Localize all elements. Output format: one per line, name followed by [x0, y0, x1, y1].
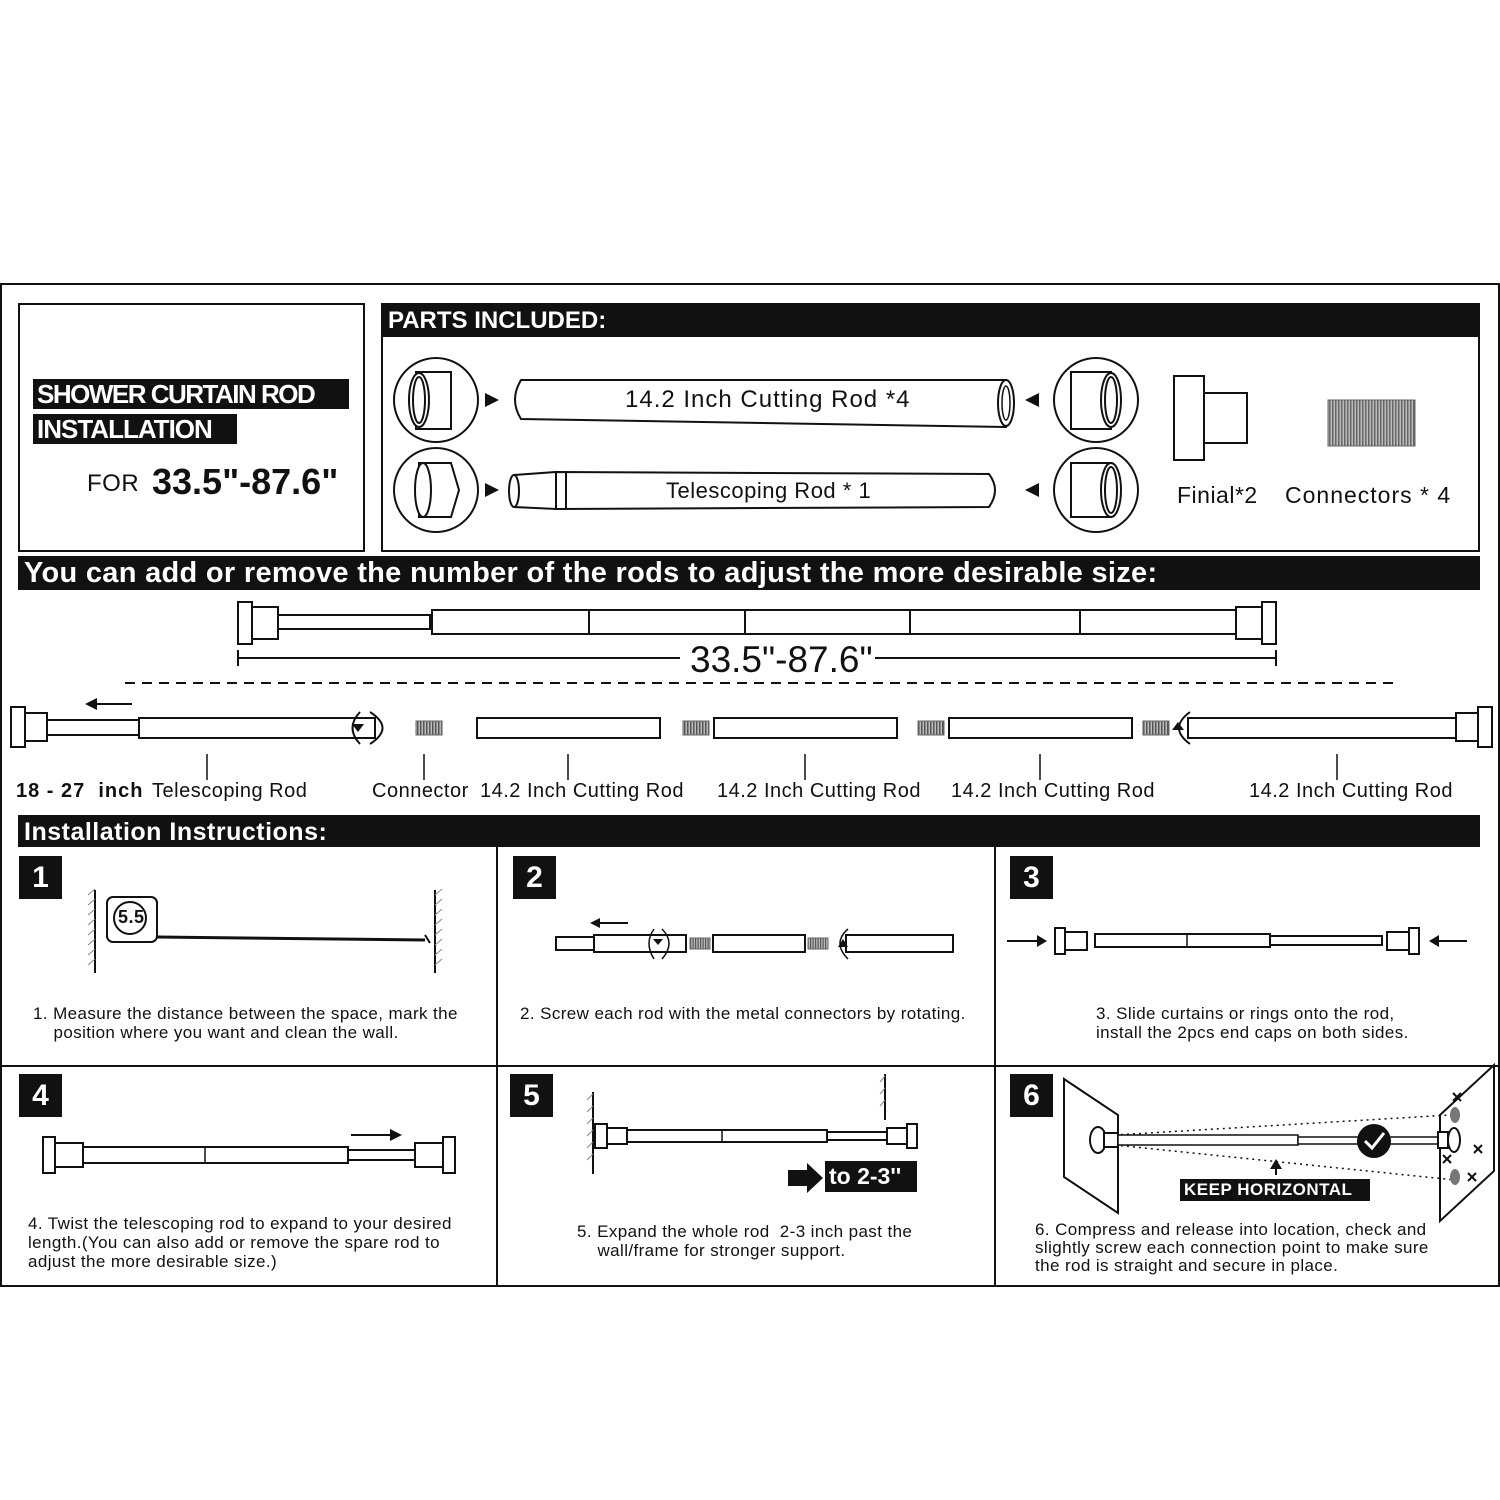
step-4-illustration — [38, 1125, 478, 1185]
exploded-cutting-label-3: 14.2 Inch Cutting Rod — [951, 780, 1155, 802]
arrow-left-icon — [85, 698, 97, 710]
step-5-tag: to 2-3'' — [825, 1161, 917, 1192]
adjust-banner: You can add or remove the number of the rods to adjust the more desirable size: — [18, 556, 1480, 590]
exploded-length-label: 18 - 27 inch — [16, 780, 144, 802]
arrow-left-icon — [1025, 393, 1039, 407]
finial-icon — [1174, 376, 1247, 460]
step-6-tag: KEEP HORIZONTAL — [1180, 1179, 1370, 1201]
step-number-6: 6 — [1010, 1074, 1053, 1117]
exploded-rod-view — [0, 692, 1500, 772]
connector-icon — [1328, 400, 1415, 446]
step-number-5: 5 — [510, 1074, 553, 1117]
cutting-rod-end-detail-right — [1054, 358, 1138, 442]
adjust-range-label: 33.5"-87.6" — [690, 639, 873, 680]
telescoping-rod-end-detail-left — [394, 448, 478, 532]
exploded-cutting-label-1: 14.2 Inch Cutting Rod — [480, 780, 684, 802]
cutting-rod-label: 14.2 Inch Cutting Rod *4 — [625, 386, 911, 413]
telescoping-rod-end-detail-right — [1054, 448, 1138, 532]
finial-label: Finial*2 — [1177, 482, 1258, 508]
connectors-label: Connectors * 4 — [1285, 482, 1452, 508]
step-number-1: 1 — [19, 856, 62, 899]
title-line-2: INSTALLATION — [33, 414, 237, 444]
title-line-1: SHOWER CURTAIN ROD — [33, 379, 349, 409]
arrow-left-icon — [1429, 935, 1439, 947]
step-number-2: 2 — [513, 856, 556, 899]
arrow-left-icon — [1025, 483, 1039, 497]
step-number-3: 3 — [1010, 856, 1053, 899]
exploded-connector-label: Connector — [372, 780, 469, 802]
step-number-4: 4 — [19, 1074, 62, 1117]
exploded-cutting-label-2: 14.2 Inch Cutting Rod — [717, 780, 921, 802]
step-3-illustration — [1005, 920, 1485, 970]
step-1-text: 1. Measure the distance between the space, mark the position where you want and clean the wall. — [33, 1004, 458, 1042]
range-heading: 33.5"-87.6" — [152, 461, 339, 502]
parts-illustration — [381, 337, 1481, 557]
step-5-text: 5. Expand the whole rod 2-3 inch past the wall/frame for stronger support. — [577, 1222, 913, 1260]
telescoping-rod-label: Telescoping Rod * 1 — [666, 478, 872, 503]
step-6-text: 6. Compress and release into location, check and slightly screw each connection point to make sure the rod is straight and secure in place. — [1035, 1220, 1429, 1275]
exploded-cutting-label-4: 14.2 Inch Cutting Rod — [1249, 780, 1453, 802]
arrow-right-icon — [485, 483, 499, 497]
parts-title: PARTS INCLUDED: — [381, 303, 1480, 337]
exploded-telescoping-label: Telescoping Rod — [152, 780, 308, 802]
step-2-text: 2. Screw each rod with the metal connectors by rotating. — [520, 1004, 966, 1023]
arrow-right-icon — [485, 393, 499, 407]
check-icon — [1357, 1124, 1391, 1158]
step-3-text: 3. Slide curtains or rings onto the rod, install the 2pcs end caps on both sides. — [1096, 1004, 1409, 1042]
arrow-right-icon — [1037, 935, 1047, 947]
instructions-banner: Installation Instructions: — [18, 815, 1480, 847]
step-1-illustration — [85, 885, 485, 985]
for-label: FOR — [87, 470, 140, 497]
arrow-right-icon — [390, 1129, 402, 1141]
tape-measure-label: 5.5 — [118, 907, 145, 927]
cutting-rod-end-detail-left — [394, 358, 478, 442]
arrow-left-icon — [590, 918, 600, 928]
step-2-illustration — [550, 915, 970, 975]
step-4-text: 4. Twist the telescoping rod to expand to your desired length.(You can also add or remove the spare rod to adjust the more desirable size.) — [28, 1214, 452, 1271]
